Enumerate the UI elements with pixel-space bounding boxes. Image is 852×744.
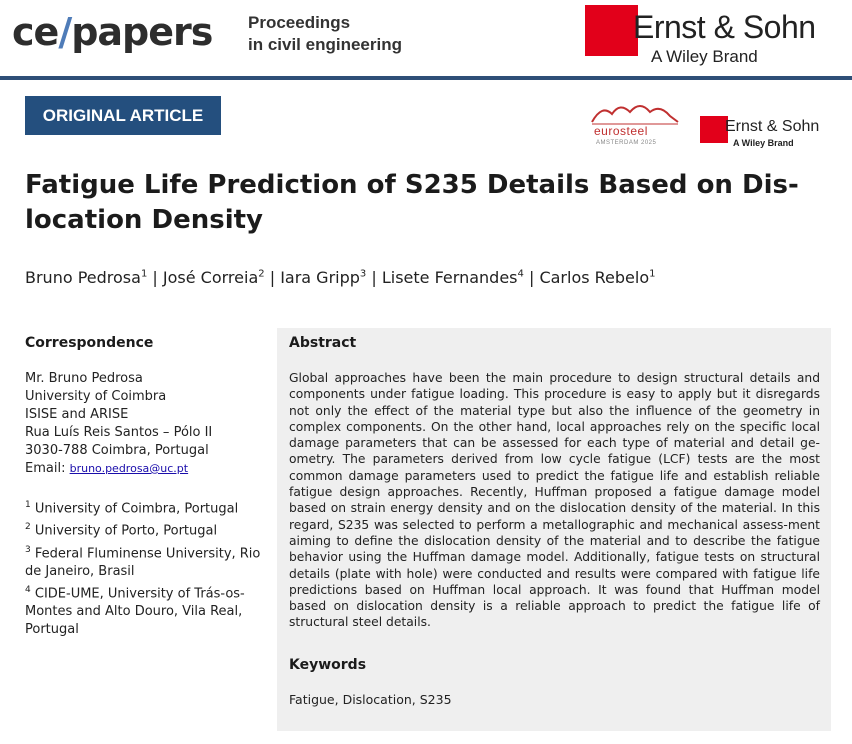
author-separator: | [264, 268, 281, 287]
header-divider [0, 76, 852, 80]
email-label: Email: [25, 461, 66, 476]
email-link[interactable]: bruno.pedrosa@uc.pt [69, 462, 189, 475]
correspondence-address [25, 370, 212, 478]
publisher-logo-small [700, 116, 840, 150]
affiliation-item [25, 518, 265, 540]
author-affiliation-number: 2 [258, 268, 265, 280]
conference-logo-tagline: AMSTERDAM 2025 [596, 140, 657, 146]
publisher-logo-small-red-square [700, 116, 728, 143]
affiliation-text: University of Porto, Portugal [34, 523, 218, 539]
affiliation-list [25, 496, 265, 639]
author-affiliation-number: 3 [359, 268, 367, 280]
journal-logo [12, 10, 212, 54]
article-type-badge: ORIGINAL ARTICLE [25, 96, 221, 135]
keywords-body: Fatigue, Dislocation, S235 [289, 692, 452, 707]
journal-logo-prefix: ce [12, 10, 59, 54]
affiliation-item [25, 496, 265, 518]
affiliation-text: CIDE-UME, University of Trás-os-Montes and Alto Douro, Vila Real, Portugal [25, 586, 245, 638]
author-affiliation-number: 1 [649, 268, 656, 280]
author-list [25, 268, 656, 287]
publisher-logo [585, 5, 845, 67]
author-name: Carlos Rebelo [539, 268, 650, 287]
correspondence-line: 3030-788 Coimbra, Portugal [25, 443, 209, 458]
conference-logo [590, 100, 682, 152]
correspondence-line: Mr. Bruno Pedrosa [25, 371, 143, 386]
abstract-heading: Abstract [289, 335, 357, 351]
correspondence-email-row [25, 460, 212, 478]
correspondence-line: Rua Luís Reis Santos – Pólo II [25, 425, 213, 440]
article-title [25, 168, 825, 238]
article-title-line: location Density [25, 205, 263, 235]
affiliation-number: 2 [25, 522, 31, 533]
conference-logo-word: eurosteel [594, 124, 648, 138]
author-separator: | [523, 268, 540, 287]
affiliation-number: 1 [25, 500, 31, 510]
affiliation-item [25, 541, 265, 581]
publisher-logo-sub: A Wiley Brand [651, 47, 758, 66]
publisher-logo-name: Ernst & Sohn [633, 9, 816, 45]
author-separator: | [147, 268, 163, 287]
article-title-line: Fatigue Life Prediction of S235 Details Based on Dis- [25, 170, 799, 200]
author-name: Iara Gripp [280, 268, 360, 287]
publisher-logo-small-name: Ernst & Sohn [725, 118, 820, 135]
publisher-logo-small-sub: A Wiley Brand [733, 138, 794, 148]
author-name: José Correia [162, 268, 259, 287]
author-affiliation-number: 4 [517, 268, 524, 280]
journal-subtitle [248, 12, 402, 56]
affiliation-number: 4 [25, 584, 31, 595]
author-separator: | [366, 268, 382, 287]
correspondence-heading: Correspondence [25, 335, 154, 351]
affiliation-number: 3 [25, 544, 31, 555]
correspondence-line: University of Coimbra [25, 389, 167, 404]
author-name: Lisete Fernandes [381, 268, 518, 287]
journal-logo-slash: / [58, 10, 72, 54]
author-name: Bruno Pedrosa [25, 268, 141, 287]
author-affiliation-number: 1 [140, 268, 148, 280]
abstract-body: Global approaches have been the main procedure to design structural details and components under fatigue loading. This procedure is easy to apply but it disregards not only the effect of the material type but also the influence of the geometry in complex components. On the other hand, local approaches rely on the specific local damage parameters that can be assessed for each type of material and detail ge-ometry. The parameters derived from low cycle fatigue (LCF) tests are the most common damage parameters used to predict the fatigue life and establish reliable fatigue design approaches. Recently, Huffman proposed a fatigue damage model based on strain energy density and on the dislocation density of the material. In this regard, S235 was selected to perform a metallographic and mechanical assess-ment aiming to define the dislocation density of the material and to describe the fatigue behavior using the Huffman damage model. Additionally, fatigue tests on structural details (plate with hole) were conducted and results were compared with fatigue life predictions based on Huffman local approach. It was found that Huffman model based on dislocation density is a reliable approach to predict the fatigue life of structural steel details. [289, 371, 820, 630]
journal-logo-suffix: papers [71, 10, 213, 54]
journal-subtitle-line1: Proceedings [248, 13, 351, 32]
keywords-heading: Keywords [289, 657, 367, 673]
affiliation-text: University of Coimbra, Portugal [34, 501, 239, 517]
affiliation-text: Federal Fluminense University, Rio de Janeiro, Brasil [25, 545, 261, 579]
correspondence-line: ISISE and ARISE [25, 407, 129, 422]
journal-subtitle-line2: in civil engineering [248, 35, 402, 54]
publisher-logo-red-square [585, 5, 638, 56]
affiliation-item [25, 581, 265, 639]
